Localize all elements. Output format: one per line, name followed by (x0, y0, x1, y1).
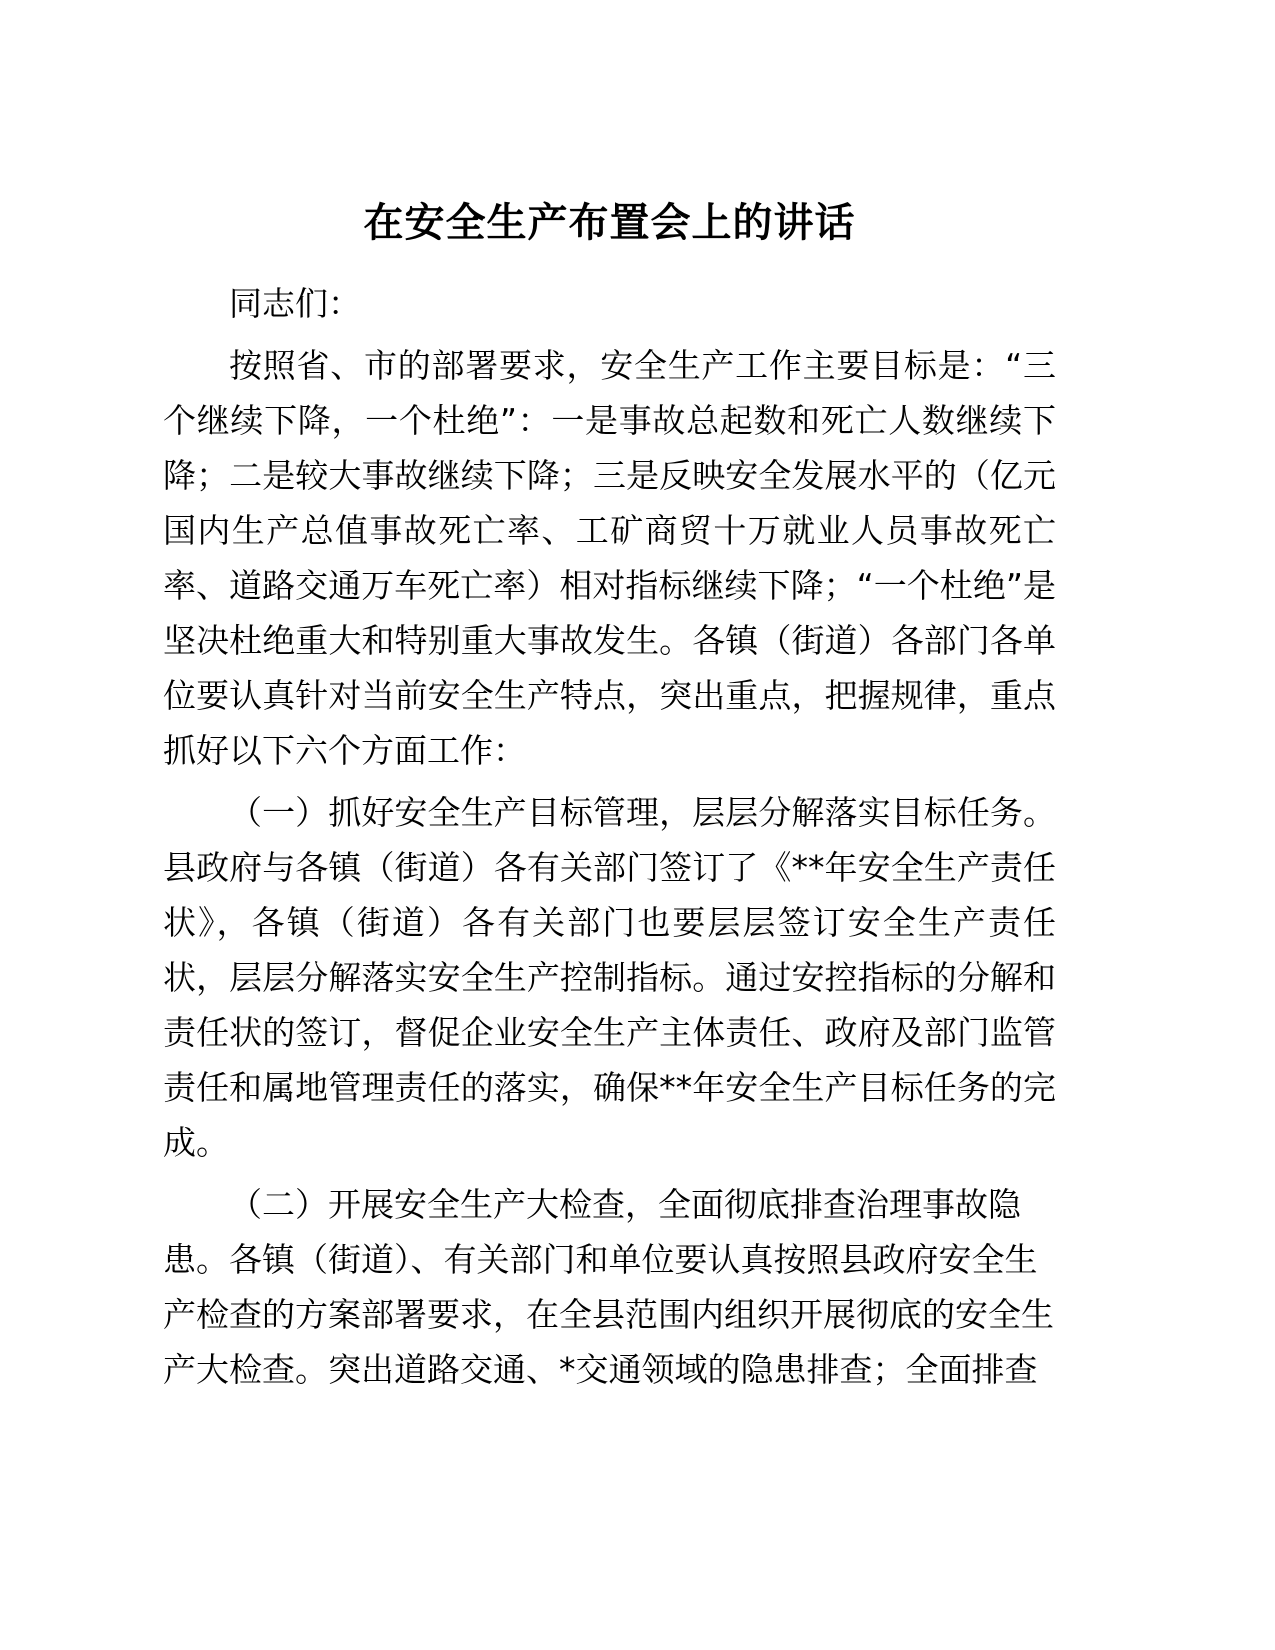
page-content-area (163, 0, 1056, 1404)
body-paragraph-2: （一）抓好安全生产目标管理，层层分解落实目标任务。县政府与各镇（街道）各有关部门签订了《**年安全生产责任状》，各镇（街道）各有关部门也要层层签订安全生产责任状，层层分解落实安全生产控制指标。通过安控指标的分解和责任状的签订，督促企业安全生产主体责任、政府及部门监管责任和属地管理责任的落实，确保**年安全生产目标任务的完成。 (163, 793, 1056, 1162)
salutation-line: 同志们： (229, 284, 361, 323)
body-paragraph-1: 按照省、市的部署要求，安全生产工作主要目标是：“三个继续下降，一个杜绝”：一是事故总起数和死亡人数继续下降；二是较大事故继续下降；三是反映安全发展水平的（亿元国内生产总值事故死亡率、工矿商贸十万就业人员事故死亡率、道路交通万车死亡率）相对指标继续下降；“一个杜绝”是坚决杜绝重大和特别重大事故发生。各镇（街道）各部门各单位要认真针对当前安全生产特点，突出重点，把握规律，重点抓好以下六个方面工作： (163, 346, 1056, 770)
body-paragraph-3: （二）开展安全生产大检查，全面彻底排查治理事故隐患。各镇（街道）、有关部门和单位要认真按照县政府安全生产检查的方案部署要求，在全县范围内组织开展彻底的安全生产大检查。突出道路交通、*交通领域的隐患排查；全面排查 (163, 1185, 1054, 1389)
page-title: 在安全生产布置会上的讲话 (363, 200, 856, 246)
